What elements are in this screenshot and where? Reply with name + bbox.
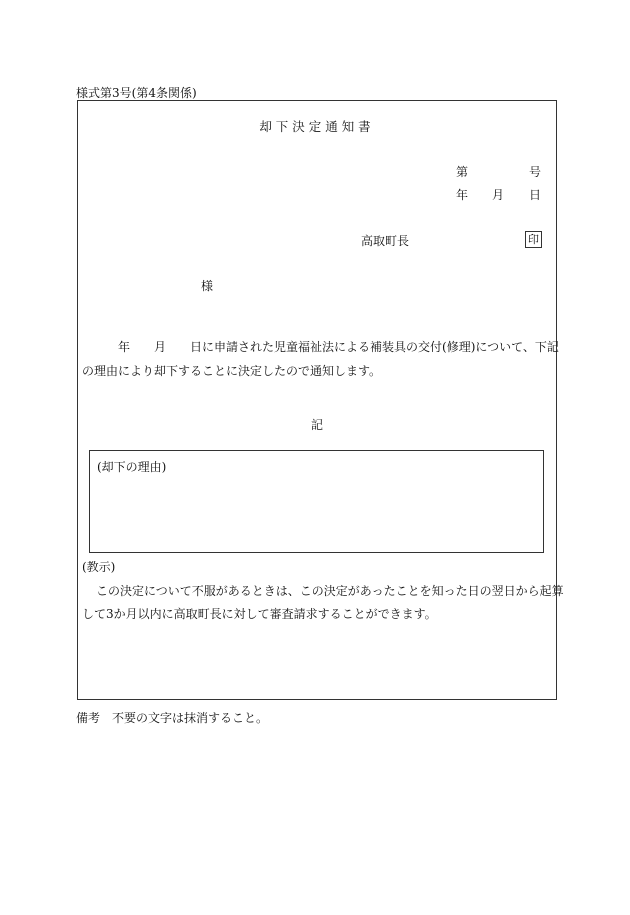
instruction-line-1: この決定について不服があるときは、この決定があったことを知った日の翌日から起算 (96, 584, 564, 598)
seal-mark: 印 (525, 231, 542, 248)
document-title: 却 下 決 定 通 知 書 (259, 119, 371, 134)
date-year-label: 年 (456, 188, 469, 202)
remarks-note: 備考 不要の文字は抹消すること。 (76, 711, 269, 725)
ki-heading: 記 (311, 418, 324, 432)
reason-label: (却下の理由) (97, 460, 167, 474)
form-number-label: 様式第3号(第4条関係) (76, 86, 197, 100)
instruction-heading: (教示) (82, 560, 116, 574)
doc-number-suffix: 号 (529, 165, 542, 179)
instruction-line-2: して3か月以内に高取町長に対して審査請求することができます。 (82, 607, 437, 621)
issuer-name: 高取町長 (361, 234, 410, 248)
body-line-1-text: 日に申請された児童福祉法による補装具の交付(修理)について、下記 (190, 340, 559, 354)
date-month-label: 月 (492, 188, 505, 202)
body-year-label: 年 (118, 340, 131, 354)
body-line-2: の理由により却下することに決定したので通知します。 (82, 364, 382, 378)
addressee-honorific: 様 (201, 279, 214, 293)
date-day-label: 日 (529, 188, 542, 202)
body-month-label: 月 (154, 340, 167, 354)
body-line-1 (118, 338, 559, 355)
doc-number-prefix: 第 (456, 165, 469, 179)
